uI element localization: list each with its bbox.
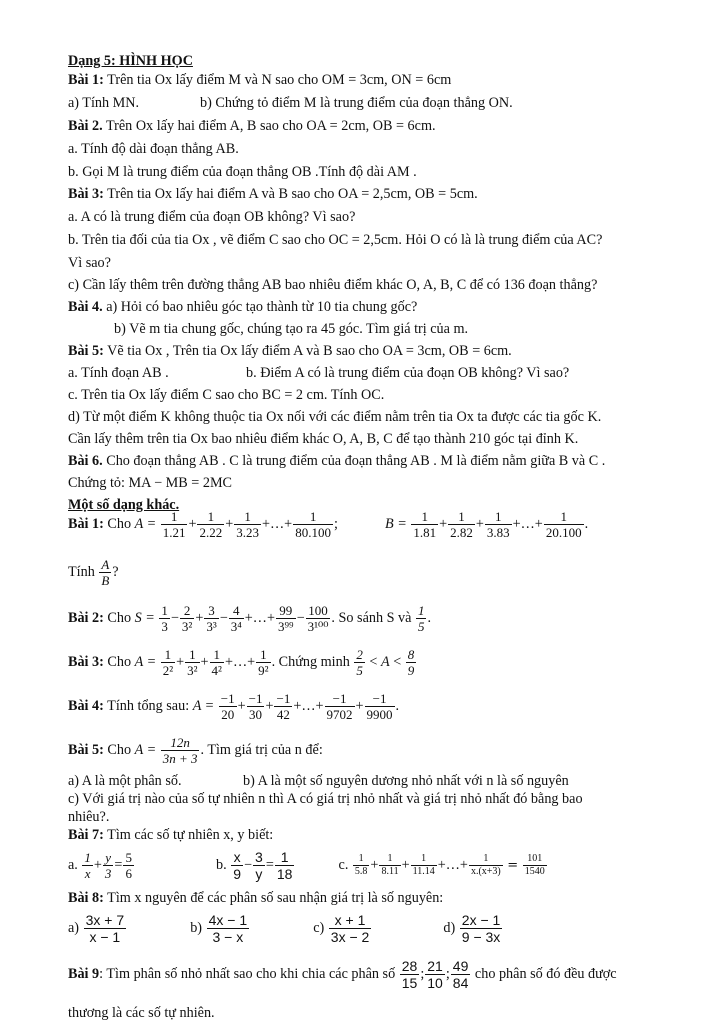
fraction [365,691,395,722]
fraction [197,509,224,540]
exercise-1 [68,71,451,89]
operator: + [225,516,234,532]
frac-num: 1 [458,509,465,525]
frac-num: 28 [401,958,418,975]
frac-num: 1 [189,647,196,663]
part-a-label: a. [68,857,78,873]
operator: ; [420,966,425,982]
frac-num: 1 [358,853,364,865]
fraction [400,958,420,991]
var-a: A = [134,516,157,532]
operator: +…+ [437,857,468,873]
fraction [180,603,194,634]
frac-num: 2x − 1 [461,912,501,929]
operator: +…+ [244,610,275,626]
find-text: . Tìm giá trị của n để: [200,742,323,758]
operator: + [237,698,246,714]
exercise-5-part-c: c. Trên tia Ox lấy điểm C sao cho BC = 2 cm. Tính OC. [68,387,385,403]
frac-num: 100 [308,603,328,619]
exercise-5-part-b: b. Điểm A có là trung điểm của đoạn OB không? Vì sao? [246,365,570,381]
fraction [234,509,261,540]
frac-den: 3.83 [486,525,510,541]
frac-num: 3x + 7 [85,912,125,929]
frac-den: 5 [356,663,363,679]
exercise-2 [68,117,436,135]
upper-bound [406,647,417,678]
fraction [451,958,471,991]
compare-fraction [416,603,427,634]
frac-den: 10 [427,975,443,992]
frac-3-y: $\frac{3}{y}$ [255,849,263,883]
fraction-c [329,912,372,945]
problem-7 [68,826,273,844]
cho-word: Cho [107,610,132,626]
exercise-4-part-b: b) Vẽ m tia chung gốc, chúng tạo ra 45 góc. Tìm giá trị của m. [114,321,469,337]
fraction [306,603,331,634]
frac-den: 8.11 [381,866,399,878]
frac-den: 9900 [366,707,393,723]
exercise-text: Vẽ tia Ox , Trên tia Ox lấy điểm A và B sao cho OA = 3cm, OB = 6cm. [107,343,512,359]
frac-num: −1 [220,691,235,707]
frac-num: −1 [276,691,291,707]
frac-num: 1 [494,509,502,525]
frac-den: 2² [162,663,174,679]
fraction-a [84,912,127,945]
frac-den: 30 [247,706,265,722]
exercise-text: Tìm các số tự nhiên x, y biết: [107,827,274,843]
cho-word: Cho [107,516,132,532]
part-b-label: b. [216,857,227,873]
frac-num: 4x − 1 [208,912,248,929]
exercise-3-part-a: a. A có là trung điểm của đoạn OB không? Vì sao? [68,209,356,225]
exercise-label: Bài 5: [68,742,104,758]
sum-b [410,509,584,541]
operator: + [439,516,448,532]
exercise-label: Bài 5: [68,343,104,359]
frac-num: 1 [170,509,178,525]
operator: +…+ [224,654,256,670]
problem-7-equations: a. $\frac{1}{x}$ + $\frac{y}{3}$ = $\frac{5}{6}$ b. $\frac{x}{9}$ − $\frac{3}{y}$ = $\frac{1}{18}$ c. $\frac{1}{5.8}$ + $\frac{1}{8.11}$ + $\frac{1}{11.14}$ +…+ $\frac{1}{x.(x+3)}$ = $\frac{101}{1540}$ [68,849,545,883]
exercise-1-part-a: a) Tính MN. [68,95,140,111]
operator: ; [445,966,450,982]
operator: + [188,516,197,532]
tinh-word: Tính [68,564,95,580]
frac-num: 101 [527,853,543,865]
operator: − [296,610,305,626]
frac-num: 12n [170,735,190,751]
operator: + [195,610,204,626]
operator: + [370,857,379,873]
result-fraction [523,853,547,878]
operator: + [401,857,410,873]
exercise-label: Bài 6. [68,453,103,469]
exercise-label: Bài 8: [68,890,104,906]
frac-num: 1 [421,853,427,865]
sum-s [158,603,331,635]
exercise-label: Bài 4: [68,698,104,714]
frac-den: 3¹⁰⁰ [307,619,329,635]
frac-den: 3² [187,663,198,679]
frac-den: B [101,573,110,589]
frac-x-9: $\frac{x}{9}$ [233,849,242,883]
exercise-label: Bài 1: [68,516,104,532]
problem-5-part-c: c) Với giá trị nào của số tự nhiên n thì A có giá trị nhỏ nhất và giá trị nhỏ nhất đó bằng bao [68,791,583,807]
frac-den: 3² [181,619,193,635]
frac-num: 1 [161,603,168,619]
section-title-geometry: Dạng 5: HÌNH HỌC [68,53,193,69]
fraction [210,647,224,678]
exercise-3-part-b: b. Trên tia đối của tia Ox , vẽ điểm C sao cho OC = 2,5cm. Hỏi O có là là trung điểm của AC? [68,232,603,248]
exercise-text: a) Hỏi có bao nhiêu góc tạo thành từ 10 tia chung gốc? [106,299,418,315]
frac-num: 21 [427,958,443,975]
sum-a [160,509,334,541]
exercise-4 [68,298,417,316]
compare-text: . So sánh S và [331,610,412,626]
fraction [411,509,438,540]
frac-den: 1.21 [162,525,186,541]
frac-den: 42 [274,706,292,722]
exercise-3-part-c: c) Cần lấy thêm trên đường thẳng AB bao nhiêu điểm khác O, A, B, C để có 136 đoạn thẳng? [68,277,598,293]
operator: + [200,654,209,670]
frac-num: 1 [421,509,428,525]
var-s: S = [134,610,155,626]
frac-num: 1 [387,853,393,865]
var-a: A = [134,742,157,758]
frac-num: 4 [233,603,240,619]
var-a: A = [134,654,157,670]
exercise-label: Bài 1: [68,72,104,88]
frac-num: 1 [309,509,317,525]
var-b: B = [384,516,407,532]
fraction [353,853,370,878]
frac-den: x − 1 [84,928,127,945]
problem-9 [68,954,617,994]
operator: +…+ [293,698,324,714]
problem-8-fractions: a) $\frac{3x + 7}{x - 1}$ b) $\frac{4x - 1}{3 - x}$ c) $\frac{x + 1}{3x - 2}$ d) $\frac{2x - 1}{9 - 3x}$ [68,912,501,946]
fraction [293,509,333,540]
frac-num: 49 [452,958,469,975]
fraction [411,853,437,878]
a-fraction [161,735,200,766]
frac-den: 3x − 2 [330,929,370,946]
frac-num: 2 [183,603,191,619]
fraction-list [399,958,472,992]
frac-den: 3³ [206,619,217,635]
exercise-5-part-d-cont: Cần lấy thêm trên tia Ox bao nhiêu điểm khác O, A, B, C để tạo thành 210 góc tại đỉnh K. [68,431,579,447]
part-c-label: c. [338,857,349,873]
operator: + [475,516,484,532]
operator: + [265,698,274,714]
exercise-text: Tìm x nguyên để các phân số sau nhận giá trị là số nguyên: [107,890,444,906]
operator: +…+ [261,516,293,532]
frac-den: 84 [452,975,469,992]
exercise-3 [68,185,478,203]
exercise-text: Cho đoạn thẳng AB . C là trung điểm của đoạn thẳng AB . M là điểm nằm giữa B và C . [106,453,606,469]
frac-den: 9² [258,663,269,679]
exercise-2-part-a: a. Tính độ dài đoạn thẳng AB. [68,141,239,157]
fraction [159,603,170,634]
fraction [276,603,296,634]
exercise-6 [68,452,605,470]
frac-den: 4² [211,663,222,679]
exercise-3-part-b-cont: Vì sao? [68,255,111,271]
frac-num: 99 [279,603,293,619]
frac-num: 1 [417,603,425,619]
frac-den: 11.14 [412,866,435,878]
fraction [469,853,503,878]
fraction [485,509,512,540]
exercise-text-cont: cho phân số đó đều được [474,966,617,982]
fraction [229,603,244,634]
frac-den: 5 [417,619,425,635]
frac-den: 15 [401,975,418,992]
frac-num: 1 [483,853,489,865]
fraction [325,691,355,722]
frac-num: 1 [213,647,220,663]
fraction [204,603,218,634]
frac-1-18: $\frac{1}{18}$ [276,849,293,883]
frac-num: −1 [332,691,347,707]
exercise-text: Trên tia Ox lấy điểm M và N sao cho OM = 3cm, ON = 6cm [107,72,452,88]
frac-den: 9 − 3x [461,929,501,946]
problem-1: Bài 1: Cho A = $\frac{1}{1.21}$ + $\frac{1}{2.22}$ + $\frac{1}{3.23}$ +…+ $\frac{1}{80.100}$ ; B = $\frac{1}{1.81}$ + $\frac{1}{2.82}$ + $\frac{1}{3.83}$ +…+ $\frac{1}{20.100}$ . [68,509,589,541]
frac-den: 2.82 [450,525,473,541]
exercise-5 [68,342,512,360]
operator: − [219,610,228,626]
cho-word: Cho [107,742,132,758]
frac-num: A [101,557,110,573]
frac-num: 8 [407,647,415,663]
fraction [425,958,445,991]
sum-a [160,647,272,679]
exercise-label: Bài 7: [68,827,104,843]
exercise-label: Bài 9 [68,966,100,982]
exercise-text: Trên tia Ox lấy hai điểm A và B sao cho OA = 2,5cm, OB = 5cm. [107,186,478,202]
fraction-d [460,912,503,945]
exercise-label: Bài 2: [68,610,104,626]
problem-3: Bài 3: Cho A = $\frac{1}{\text{2²}}$ + $\frac{1}{\text{3²}}$ + $\frac{1}{\text{4²}}$ +…+ $\frac{1}{\text{9²}}$ . Chứng minh $\frac{2}{5}$ < A < $\frac{8}{9}$ [68,647,415,679]
frac-num: 1 [164,647,172,663]
frac-num: x + 1 [334,912,366,929]
frac-den: x.(x+3) [470,866,501,878]
frac-den: 80.100 [295,525,331,541]
problem-5-part-c-cont: nhiêu?. [68,809,110,825]
exercise-label: Bài 4. [68,299,103,315]
section-title-other: Một số dạng khác. [68,497,180,513]
operator: + [355,698,364,714]
question-mark: ? [112,564,119,580]
fraction [448,509,475,540]
frac-num: 1 [244,509,251,525]
exercise-label: Bài 3: [68,186,104,202]
fraction [161,647,175,678]
frac-den: 20 [219,706,237,722]
problem-9-cont: thương là các số tự nhiên. [68,1005,215,1021]
problem-8 [68,889,443,907]
frac-den: 3n + 3 [162,751,198,767]
problem-5-part-a: a) A là một phân số. [68,773,182,789]
frac-den: 3.23 [236,525,259,541]
frac-den: 3⁹⁹ [278,619,294,635]
ratio-fraction [99,557,111,588]
operator: + [176,654,185,670]
problem-5 [68,730,323,770]
frac-den: 1540 [524,866,545,878]
exercise-5-part-a: a. Tính đoạn AB . [68,365,169,381]
frac-den: 20.100 [545,525,582,541]
fraction [219,691,237,722]
frac-num: 1 [207,509,215,525]
frac-den: 3 − x [207,928,250,945]
exercise-text: Trên Ox lấy hai điểm A, B sao cho OA = 2cm, OB = 6cm. [105,118,436,134]
exercise-6-claim: Chứng tỏ: MA − MB = 2MC [68,475,233,491]
problem-1-question [68,552,119,592]
frac-5-6: $\frac{5}{6}$ [125,850,132,882]
exercise-label: Bài 3: [68,654,104,670]
lower-bound [354,647,365,678]
exercise-2-part-b: b. Gọi M là trung điểm của đoạn thẳng OB .Tính độ dài AM . [68,164,417,180]
frac-1-x: $\frac{1}{x}$ [84,850,91,882]
frac-den: 1.81 [413,525,437,541]
fraction [247,691,265,722]
frac-num: −1 [372,691,387,707]
frac-den: 2.22 [199,525,223,541]
frac-num: −1 [248,691,263,707]
cho-word: Cho [107,654,132,670]
fraction-b [207,912,250,945]
exercise-text: : Tìm phân số nhỏ nhất sao cho khi chia các phân số [99,966,396,982]
frac-den: 9702 [326,707,353,723]
frac-num: 1 [260,647,267,663]
prove-text: . Chứng minh [271,654,350,670]
exercise-label: Bài 2. [68,118,103,134]
frac-den: 3 [161,619,168,635]
operator: − [170,610,179,626]
frac-den: 9 [407,663,415,679]
problem-2: Bài 2: Cho S = $\frac{1}{3}$ − $\frac{2}{\text{3²}}$ + $\frac{3}{\text{3³}}$ − $\frac{4}{\text{3⁴}}$ +…+ $\frac{99}{\text{3⁹⁹}}$ − $\frac{100}{\text{3¹⁰⁰}}$ . So sánh S và $\frac{1}{5}$ . [68,603,432,635]
exercise-1-part-b: b) Chứng tỏ điểm M là trung điểm của đoạn thẳng ON. [200,95,513,111]
problem-4: Bài 4: Tính tổng sau: A = $\frac{-1}{20}$ + $\frac{-1}{30}$ + $\frac{-1}{42}$ +…+ $\frac{-1}{9702}$ + $\frac{-1}{9900}$ . [68,691,400,723]
fraction [185,647,199,678]
fraction [161,509,188,540]
frac-den: 3⁴ [230,619,242,635]
frac-num: 3 [208,603,215,619]
frac-num: 2 [356,647,363,663]
frac-y-3: $\frac{y}{3}$ [104,850,112,882]
sum-text: Tính tổng sau: [107,698,190,714]
sum-c [352,853,504,878]
frac-den: 5.8 [354,866,368,878]
exercise-5-part-d: d) Từ một điểm K không thuộc tia Ox nối với các điểm nằm trên tia Ox ta được các tia gốc K. [68,409,602,425]
fraction [274,691,292,722]
operator: +…+ [512,516,543,532]
fraction [379,853,400,878]
var-a: A = [192,698,215,714]
fraction [256,647,270,678]
problem-5-part-b: b) A là một số nguyên dương nhỏ nhất với n là số nguyên [243,773,569,789]
fraction [544,509,584,540]
frac-num: 1 [560,509,567,525]
